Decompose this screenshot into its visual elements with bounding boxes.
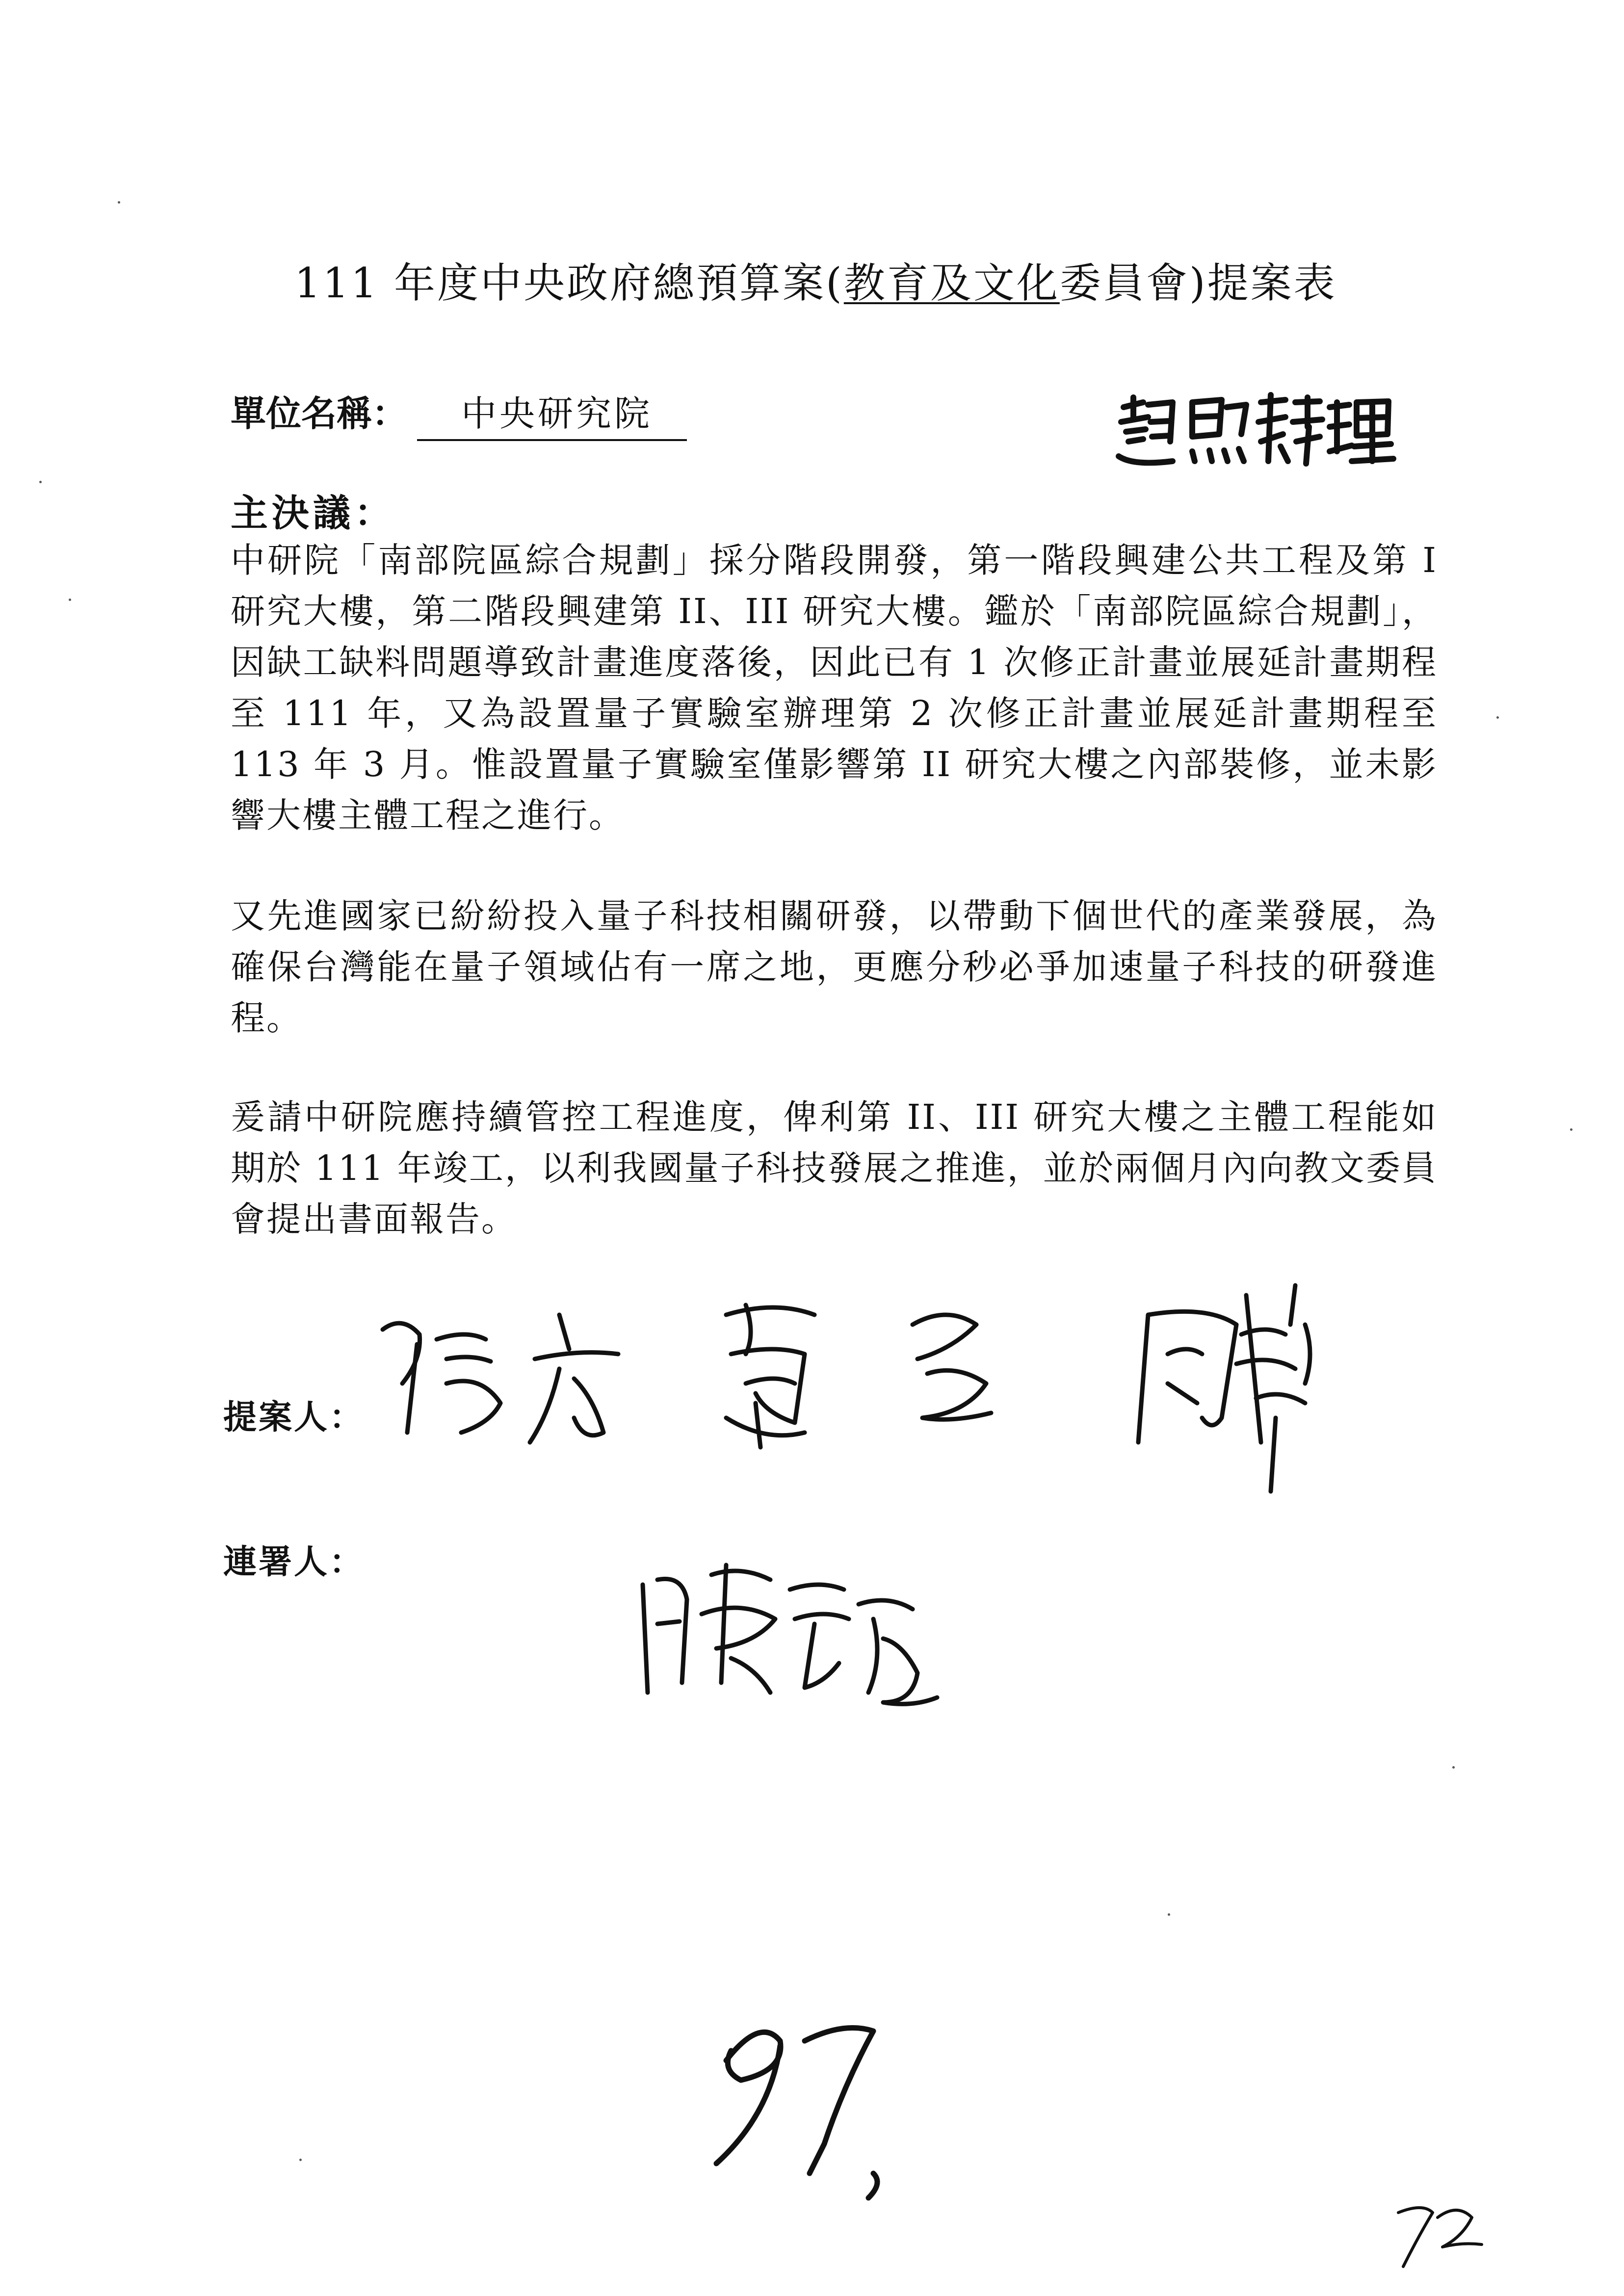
scan-speck: [1452, 1766, 1455, 1769]
resolution-paragraph-1: 中研院「南部院區綜合規劃」採分階段開發，第一階段興建公共工程及第 I 研究大樓，第二階段興建第 II、III 研究大樓。鑑於「南部院區綜合規劃」，因缺工缺料問題導致計畫進度落後，因此已有 1 次修正計畫並展延計畫期程至 111 年，又為設置量子實驗室辦理第 2 次修正計畫並展延計畫期程至 113 年 3 月。惟設置量子實驗室僅影響第 II 研究大樓之內部裝修，並未影響大樓主體工程之進行。: [231, 540, 1438, 835]
title-committee: 教育及文化: [843, 259, 1060, 307]
scan-speck: [1496, 716, 1499, 719]
document-title: [294, 250, 1374, 310]
corner-page-number: [1379, 2183, 1496, 2271]
cosigner-label: 連署人：: [223, 1542, 365, 1582]
cosigner-signature: [628, 1545, 942, 1722]
handwritten-page-number: [687, 1987, 922, 2213]
scan-speck: [1570, 1128, 1572, 1131]
unit-value: 中央研究院: [417, 385, 687, 441]
scan-speck: [1168, 1913, 1170, 1916]
resolution-paragraph-3: 爰請中研院應持續管控工程進度，俾利第 II、III 研究大樓之主體工程能如期於 111 年竣工，以利我國量子科技發展之推進，並於兩個月內向教文委員會提出書面報告。: [231, 1097, 1438, 1239]
title-suffix: 委員會)提案表: [1059, 259, 1337, 307]
handwritten-approval-stamp: [1114, 388, 1398, 471]
proposer-signature: [373, 1256, 1403, 1511]
resolution-paragraph-2: 又先進國家已紛紛投入量子科技相關研發，以帶動下個世代的產業發展，為確保台灣能在量子領域佔有一席之地，更應分秒必爭加速量子科技的研發進程。: [231, 896, 1438, 1038]
scan-speck: [299, 2159, 302, 2161]
scan-speck: [69, 599, 71, 601]
main-resolution-heading: 主決議：: [231, 491, 395, 535]
scan-speck: [39, 481, 42, 483]
unit-row: [231, 385, 687, 441]
unit-label: 單位名稱：: [231, 392, 408, 434]
proposer-label: 提案人：: [223, 1398, 365, 1437]
title-prefix: 111 年度中央政府總預算案(: [294, 259, 844, 307]
scan-speck: [118, 201, 120, 204]
